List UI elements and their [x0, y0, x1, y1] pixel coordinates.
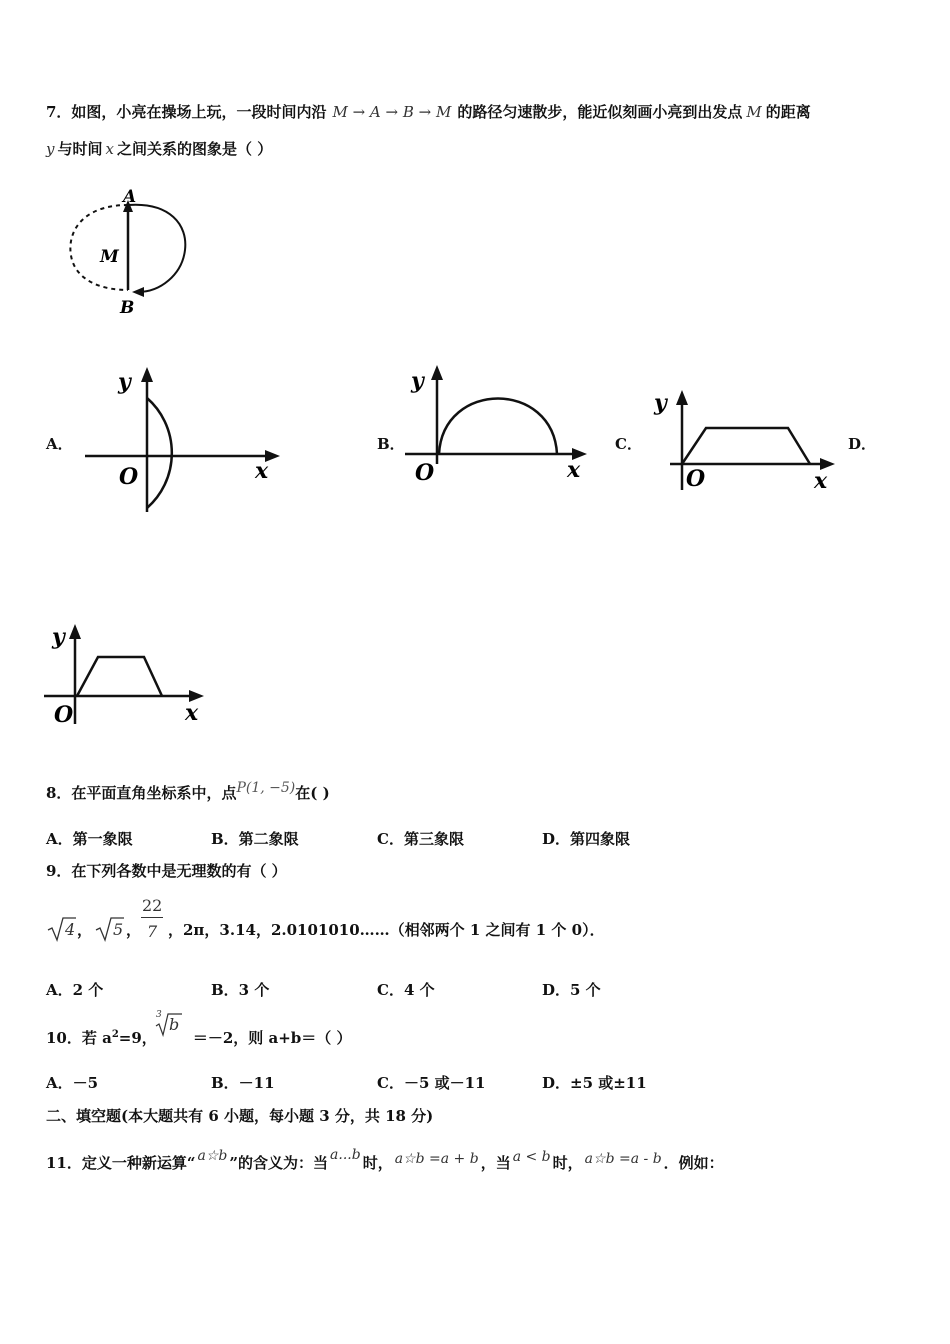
q7-text-1: 7．如图，小亮在操场上玩，一段时间内沿	[46, 103, 327, 121]
q11-op: a☆b	[197, 1148, 228, 1164]
solid-half-loop	[128, 205, 185, 292]
y-arrow-icon	[141, 367, 153, 382]
curve	[439, 399, 557, 455]
q11-text-4: ，当	[480, 1154, 511, 1172]
q7-text-3: 的距离	[765, 103, 811, 121]
q11-stem	[46, 1145, 724, 1173]
cube-root-var: b	[169, 1015, 180, 1034]
frac-numerator: 22	[142, 896, 163, 915]
q10-suffix: ＝－2，则 a+b＝（ ）	[192, 1029, 352, 1047]
sqrt4-value: 4	[65, 920, 76, 939]
y-arrow-icon	[676, 390, 688, 405]
q7-option-c-label: C．	[615, 435, 642, 453]
y-label: y	[118, 369, 131, 395]
q9-option-a: A．2 个	[46, 981, 104, 999]
q8-option-a: A．第一象限	[46, 830, 133, 848]
graph-b	[405, 360, 595, 490]
x-label: x	[255, 458, 269, 484]
q8-option-b: B．第二象限	[211, 830, 299, 848]
sep-2: ，	[126, 921, 142, 939]
y-label: y	[654, 390, 667, 416]
origin-label: O	[686, 466, 706, 492]
curve	[147, 398, 172, 508]
q7-path: M → A → B → M	[332, 103, 452, 121]
y-label: y	[52, 624, 65, 650]
sep-1: ，	[77, 921, 93, 939]
q10-option-b: B．－11	[211, 1074, 275, 1092]
q11-def1: a☆b =a + b	[394, 1151, 479, 1167]
q7-var-y: y	[46, 140, 55, 158]
label-b: B	[120, 298, 135, 318]
q10-sup: 2	[111, 1029, 119, 1040]
sqrt5-value: 5	[113, 920, 124, 939]
q8-option-d: D．第四象限	[542, 830, 631, 848]
q8-text: 8．在平面直角坐标系中，点	[46, 784, 237, 802]
q7-text-5: 之间关系的图象是（ ）	[116, 140, 273, 158]
origin-label: O	[415, 460, 435, 486]
graph-a	[85, 362, 295, 512]
cube-root-index: 3	[156, 1010, 162, 1020]
q9-stem: 9．在下列各数中是无理数的有（ ）	[46, 862, 287, 880]
q11-text-1: 11．定义一种新运算“	[46, 1154, 196, 1172]
q11-text-5: 时，	[552, 1154, 583, 1172]
frac-denominator: 7	[147, 922, 158, 941]
q10-option-c: C．－5 或－11	[377, 1074, 486, 1092]
origin-label: O	[54, 702, 74, 728]
y-arrow-icon	[69, 624, 81, 639]
q11-text-6: ．例如：	[663, 1154, 724, 1172]
fraction-bar	[141, 917, 163, 918]
q7-option-a-label: A．	[46, 435, 73, 453]
q10-prefix: 10．若 a	[46, 1029, 112, 1047]
trapezoid-line	[682, 428, 810, 464]
q7-var-x: x	[105, 140, 114, 158]
section-2-title: 二、填空题(本大题共有 6 小题，每小题 3 分，共 18 分)	[46, 1107, 434, 1125]
y-label: y	[411, 368, 424, 394]
q9-rest: ，2π，3.14，2.0101010……（相邻两个 1 之间有 1 个 0）．	[168, 921, 605, 939]
q11-text-2: ”的含义为：当	[229, 1154, 329, 1172]
label-a: A	[123, 187, 137, 207]
q7-path-figure	[60, 180, 210, 320]
q10-option-a: A．－5	[46, 1074, 99, 1092]
arrow-left-icon	[132, 287, 144, 297]
graph-d	[44, 620, 219, 730]
q11-cond2: a < b	[512, 1149, 551, 1165]
q9-option-c: C．4 个	[377, 981, 435, 999]
trapezoid-line	[77, 657, 162, 696]
q9-option-b: B．3 个	[211, 981, 270, 999]
q8-after: 在( )	[295, 784, 330, 802]
q9-numbers	[46, 894, 626, 950]
x-label: x	[814, 468, 828, 494]
label-m: M	[100, 247, 119, 267]
q7-text-2: 的路径匀速散步，能近似刻画小亮到出发点	[457, 103, 743, 121]
q7-text-4: 与时间	[57, 140, 103, 158]
graph-c	[650, 388, 850, 498]
q9-option-d: D．5 个	[542, 981, 601, 999]
x-label: x	[567, 457, 581, 483]
q7-line2	[46, 139, 272, 159]
q11-cond1: a...b	[330, 1147, 361, 1163]
q10-stem	[46, 1025, 351, 1048]
q11-text-3: 时，	[362, 1154, 393, 1172]
origin-label: O	[119, 464, 139, 490]
q10-cube-root	[154, 1010, 190, 1040]
q8-point: P(1, −5)	[236, 780, 296, 796]
q11-def2: a☆b =a - b	[584, 1151, 662, 1167]
q7-option-d-label: D．	[848, 435, 877, 453]
x-label: x	[185, 700, 199, 726]
y-arrow-icon	[431, 365, 443, 380]
q8-stem	[46, 778, 330, 803]
q7-line1	[46, 102, 811, 122]
q10-option-d: D．±5 或±11	[542, 1074, 647, 1092]
q7-option-b-label: B．	[377, 435, 405, 453]
q8-option-c: C．第三象限	[377, 830, 464, 848]
q10-mid: =9，	[118, 1029, 157, 1047]
q7-var-m: M	[746, 103, 762, 121]
